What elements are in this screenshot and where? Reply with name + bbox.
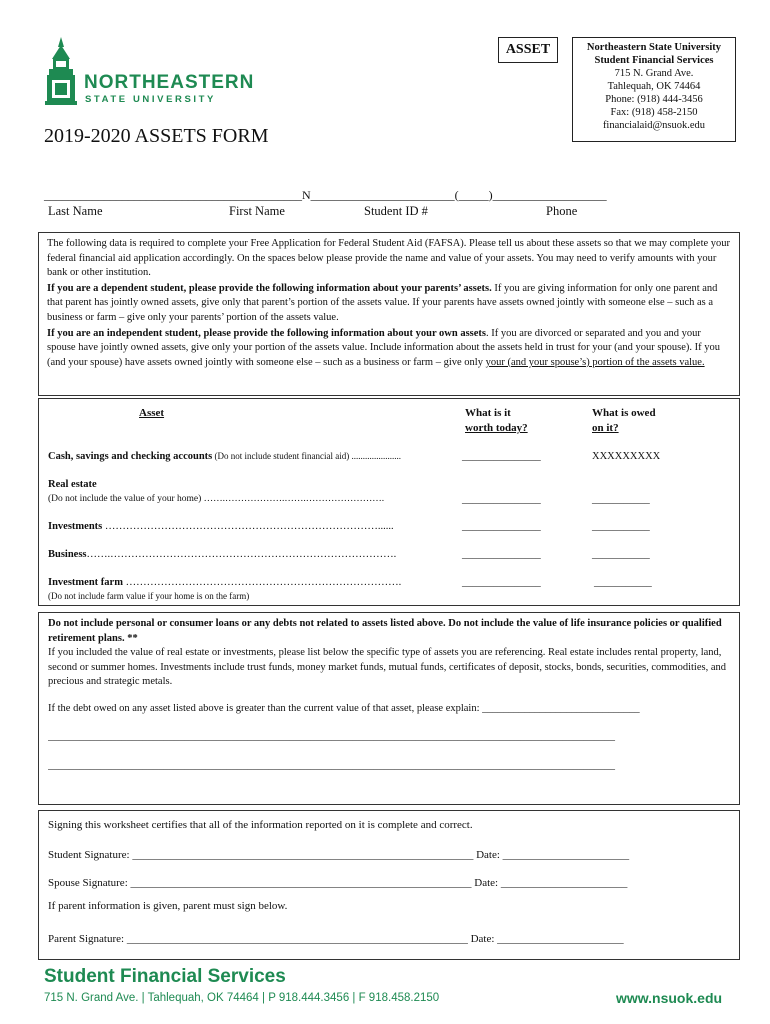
- realestate-worth-field[interactable]: _______________: [462, 494, 541, 505]
- asset-tag: ASSET: [498, 37, 558, 63]
- debt-explain-prompt[interactable]: If the debt owed on any asset listed above is greater than the current value of that asset, please explain: ______________________________: [48, 702, 640, 714]
- farm-worth-field[interactable]: _______________: [462, 577, 541, 588]
- cash-worth-field[interactable]: _______________: [462, 451, 541, 462]
- instructions-box: [38, 232, 740, 396]
- certify-text: Signing this worksheet certifies that all of the information reported on it is complete and correct.: [48, 819, 473, 831]
- form-title: 2019-2020 ASSETS FORM: [44, 125, 269, 147]
- nsu-tower-logo: [44, 37, 78, 105]
- spouse-signature-line[interactable]: Spouse Signature: ______________________________________________________________ Date: _______________________: [48, 877, 628, 889]
- name-id-phone-fields[interactable]: ___________________________________________N________________________(_____)___________________: [44, 188, 607, 202]
- asset-types-note: If you included the value of real estate or investments, please list below the specific type of assets you are referencing. Real estate includes rental property, land, second or summer homes. Investments include trust funds, money market funds, mutual funds, certificates of deposit, stocks, bonds, securities, commodities, and precious and strategic metals.: [48, 647, 726, 687]
- parent-signature-line[interactable]: Parent Signature: ______________________________________________________________ Date: _______________________: [48, 933, 624, 945]
- realestate-label: Real estate: [48, 479, 97, 490]
- student-id-label: Student ID #: [364, 204, 428, 218]
- explain-line-2[interactable]: ____________________________________________________________________________________________________________: [48, 759, 615, 771]
- notes-box: [38, 612, 740, 805]
- business-owed-field[interactable]: ___________: [592, 549, 650, 560]
- student-signature-line[interactable]: Student Signature: ______________________________________________________________ Date: _______________________: [48, 849, 630, 861]
- col-asset-header: Asset: [139, 407, 165, 419]
- investments-worth-field[interactable]: _______________: [462, 521, 541, 532]
- logo-name-line1: NORTHEASTERN: [84, 72, 255, 93]
- farm-note: (Do not include farm value if your home is on the farm): [48, 591, 250, 601]
- instructions-intro: The following data is required to complete your Free Application for Federal Student Aid (FAFSA). Please tell us about these assets so that we may complete your federal financial aid application accordingly. On the spaces below please provide the name and value of your assets. You may need to verify amounts with your bank or other institution.: [47, 238, 731, 279]
- business-dots: …….……………………………………………………………………….: [86, 549, 397, 560]
- footer-address: 715 N. Grand Ave. | Tahlequah, OK 74464 | P 918.444.3456 | F 918.458.2150: [44, 992, 440, 1004]
- farm-dots: …………………………………………………………………….: [122, 577, 402, 588]
- independent-heading: If you are an independent student, please provide the following information about your own assets: [47, 327, 487, 339]
- assets-table: [38, 398, 740, 606]
- address-line1: Northeastern State University: [586, 42, 722, 53]
- address-fax: Fax: (918) 458-2150: [610, 107, 698, 118]
- independent-text: . If you are divorced or separated and you and your spouse have jointly owned assets, give only your portion of the assets value. Include information about the assets held in trust for your (and your spouse). If you (and your spouse) have assets owned jointly with someone else – such as a business or farm – give only: [47, 327, 721, 368]
- investments-dots: ……………………………………………………………………......: [102, 521, 394, 532]
- business-worth-field[interactable]: _______________: [462, 549, 541, 560]
- dependent-text: If you are giving information for only one parent and that parent has jointly owned assets, give only that parent’s portion of the assets value. If your parents have assets owned jointly with someone else – such as a business or farm – give only your parents’ portion of the assets value.: [47, 282, 718, 323]
- col-owed-header-1: What is owed: [592, 407, 656, 419]
- address-box: [572, 37, 736, 142]
- investments-label: Investments: [48, 521, 103, 532]
- address-line3: 715 N. Grand Ave.: [614, 68, 694, 79]
- realestate-note: (Do not include the value of your home) …….……………….…….…………………….: [48, 494, 385, 504]
- cash-row: [48, 451, 401, 462]
- cash-label: Cash, savings and checking accounts: [48, 451, 213, 462]
- independent-instructions: [47, 327, 731, 371]
- dependent-heading: If you are a dependent student, please provide the following information about your parents’ assets.: [47, 282, 492, 294]
- address-line2: Student Financial Services: [594, 55, 714, 66]
- investments-row: [48, 521, 394, 532]
- col-worth-header-1: What is it: [465, 407, 511, 419]
- farm-label: Investment farm: [48, 577, 123, 588]
- address-email: financialaid@nsuok.edu: [602, 120, 706, 131]
- address-phone: Phone: (918) 444-3456: [605, 94, 703, 105]
- signature-box: [38, 810, 740, 960]
- exclusions-note: Do not include personal or consumer loans or any debts not related to assets listed above. Do not include the value of life insurance policies or qualified retirement plans. **: [48, 618, 722, 644]
- dependent-instructions: [47, 282, 731, 326]
- footer-website-link[interactable]: www.nsuok.edu: [616, 990, 723, 1006]
- footer-title: Student Financial Services: [44, 966, 286, 987]
- farm-row: [48, 577, 401, 588]
- first-name-label: First Name: [229, 204, 285, 218]
- investments-owed-field[interactable]: ___________: [592, 521, 650, 532]
- col-owed-header-2: on it?: [592, 422, 619, 434]
- phone-label: Phone: [546, 204, 578, 218]
- parent-note: If parent information is given, parent must sign below.: [48, 900, 288, 912]
- realestate-owed-field[interactable]: ___________: [592, 494, 650, 505]
- explain-line-1[interactable]: ____________________________________________________________________________________________________________: [48, 731, 615, 742]
- logo-name-line2: STATE UNIVERSITY: [85, 94, 216, 105]
- independent-underline: your (and your spouse’s) portion of the assets value.: [485, 356, 705, 368]
- address-line4: Tahlequah, OK 74464: [607, 81, 701, 92]
- last-name-label: Last Name: [48, 204, 103, 218]
- farm-owed-field[interactable]: ___________: [594, 577, 652, 588]
- cash-note: (Do not include student financial aid) ......................: [212, 451, 401, 461]
- cash-owed-value: XXXXXXXXX: [592, 451, 661, 462]
- business-label: Business: [48, 549, 87, 560]
- business-row: [48, 549, 396, 560]
- col-worth-header-2: worth today?: [465, 422, 528, 434]
